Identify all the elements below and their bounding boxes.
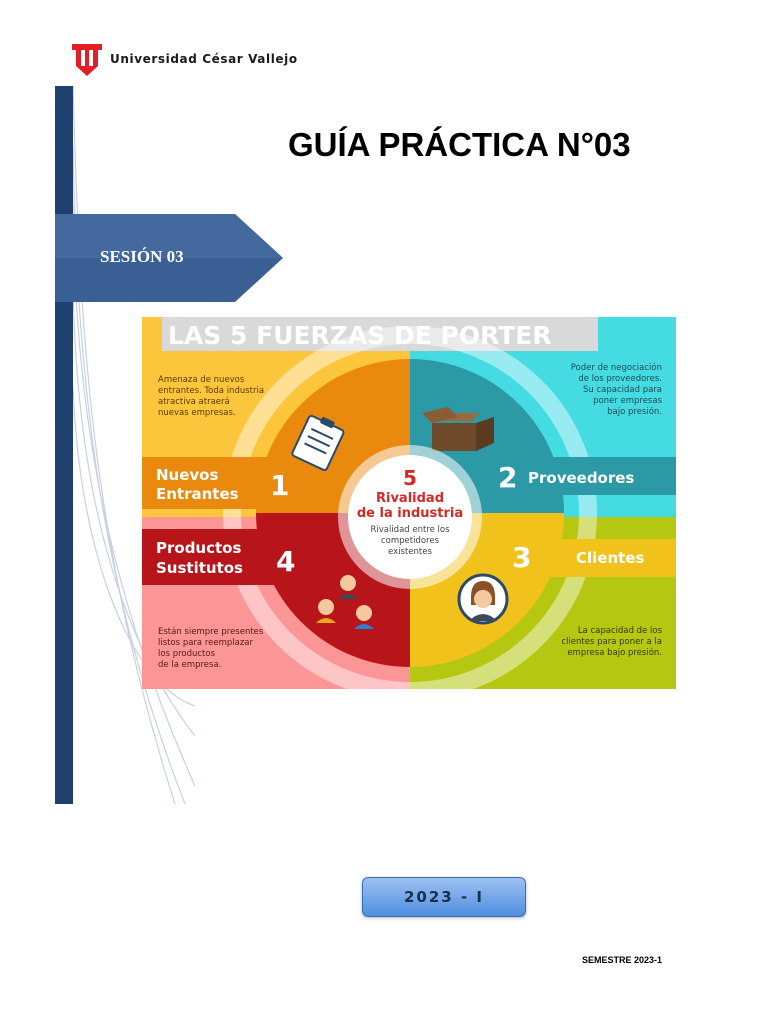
force-1-name-line2: Entrantes [156,485,239,503]
force-3-desc-1: La capacidad de los [577,626,662,636]
force-2-desc-1: Poder de negociación [570,363,662,373]
university-name: Universidad César Vallejo [110,52,298,66]
semester-label: SEMESTRE 2023-1 [582,955,663,965]
porter-infographic [142,317,676,689]
force-5-desc-1: Rivalidad entre los [370,525,450,535]
force-2-name: Proveedores [528,469,635,487]
force-1-name-line1: Nuevos [156,466,219,484]
force-3-desc-3: empresa bajo presión. [567,648,662,658]
force-4-name-line2: Sustitutos [156,559,243,577]
document-title: GUÍA PRÁCTICA N°03 [288,126,631,163]
force-2-desc-3: Su capacidad para [582,385,662,395]
force-4-desc-2: listos para reemplazar [158,638,254,648]
session-label: SESIÓN 03 [100,247,184,266]
force-2-desc-2: de los proveedores. [578,374,662,384]
force-5-desc-3: existentes [388,547,432,557]
force-1-desc-3: atractiva atraerá [158,397,230,407]
force-5-name-line2: de la industria [356,506,464,521]
force-2-desc-4: poner empresas [593,396,662,406]
force-1-desc-4: nuevas empresas. [158,408,236,418]
force-1-desc-2: entrantes. Toda industria [158,386,265,396]
force-3-desc-2: clientes para poner a la [561,637,662,647]
force-4-desc-4: de la empresa. [158,660,222,670]
force-5-number: 5 [403,466,417,490]
force-3-name: Clientes [576,549,645,567]
year-badge: 2023 - I [362,877,526,917]
force-4-desc-3: los productos [158,649,216,659]
force-5-name-line1: Rivalidad [375,491,445,506]
force-1-desc-1: Amenaza de nuevos [158,375,245,385]
force-4-name-line1: Productos [156,539,242,557]
force-2-number: 2 [498,461,518,494]
client-avatar-icon [459,575,507,623]
force-4-number: 4 [276,545,296,578]
force-3-number: 3 [512,541,532,574]
infographic-title: LAS 5 FUERZAS DE PORTER [168,321,552,350]
force-4-desc-1: Están siempre presentes [158,627,264,637]
force-5-desc-2: competidores [380,536,440,546]
force-1-number: 1 [270,469,290,502]
force-2-desc-5: bajo presión. [607,407,662,417]
ucv-shield-icon [72,44,102,76]
